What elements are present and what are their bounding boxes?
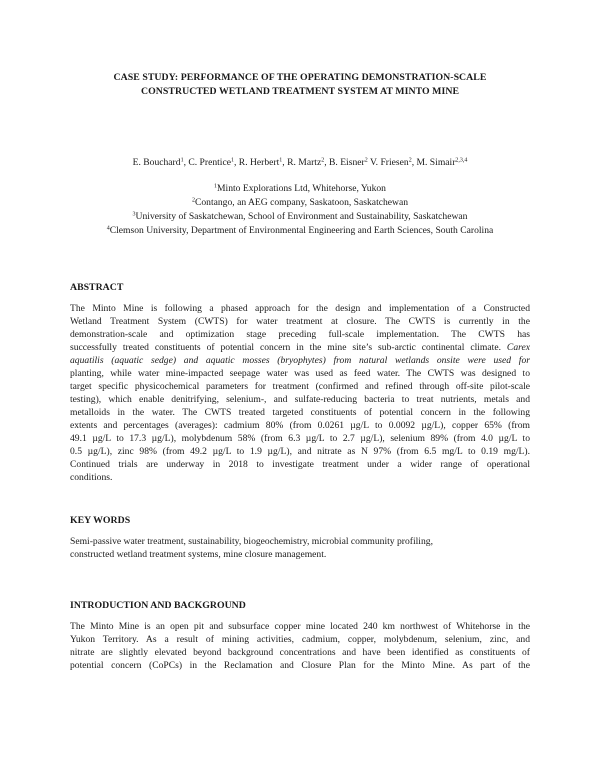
author: M. Simair$^{2,3,4}$ [416,157,468,168]
author: E. Bouchard$^1$, [132,157,189,168]
abstract-line: extents and percentages (averages): cadmium 80% (from 0.0261 µg/L to 0.0092 µg/L), copper 65% (from [70,420,530,431]
abstract-line: planting, while water mine-impacted seepage water was used as feed water. The CWTS was designed to [70,368,530,379]
abstract-line: The Minto Mine is following a phased approach for the design and implementation of a Constructed [70,303,530,314]
intro-line: Yukon Territory. As a result of mining activities, cadmium, copper, molybdenum, selenium, zinc, and [70,634,530,645]
intro-heading: INTRODUCTION AND BACKGROUND [70,600,246,611]
author: B. Eisner$^2$ [329,157,368,168]
keywords-body [70,535,530,561]
abstract-line: metalloids in the water. The CWTS treated targeted constituents of potential concern in the following [70,407,530,418]
abstract-line: target specific physicochemical parameters for treatment (confirmed and refined through off-site pilot-scale [70,381,530,392]
abstract-line: demonstration-scale and optimization stage preceding full-scale implementation. The CWTS has [70,329,530,340]
author: C. Prentice$^1$, [188,157,239,168]
abstract-line: Wetland Treatment System (CWTS) for water treatment at closure. The CWTS is currently in the [70,316,530,327]
author-list [40,156,560,169]
italic-species: aquatilis (aquatic sedge) and aquatic mosses (bryophytes) from natural wetlands onsite were used for [70,355,530,366]
author: V. Friesen$^2$, [369,157,417,168]
paper-title [60,71,540,99]
affiliation-list [40,182,560,238]
title-line-1: CASE STUDY: PERFORMANCE OF THE OPERATING DEMONSTRATION-SCALE [113,72,487,83]
affiliation: $^1$Minto Explorations Ltd, Whitehorse, Yukon [214,183,386,194]
keywords-heading: KEY WORDS [70,515,131,526]
author: R. Herbert$^1$, [238,157,288,168]
affiliation: $^4$Clemson University, Department of Environmental Engineering and Earth Sciences, South Carolina [106,225,494,236]
abstract-body [70,302,530,484]
abstract-line: 0.5 µg/L), zinc 98% (from 49.2 µg/L to 1.9 µg/L), and nitrate as N 97% (from 6.5 mg/L to 0.19 mg/L). [70,446,530,457]
intro-body [70,620,530,672]
intro-line: The Minto Mine is an open pit and subsurface copper mine located 240 km northwest of Whitehorse in the [70,621,530,632]
abstract-line: Continued trials are underway in 2018 to investigate treatment under a wider range of operational [70,459,530,470]
intro-line: potential concern (CoPCs) in the Reclamation and Closure Plan for the Minto Mine. As part of the [70,660,530,671]
keywords-line: constructed wetland treatment systems, mine closure management. [70,549,327,560]
abstract-line [70,354,530,367]
abstract-heading: ABSTRACT [70,282,124,293]
author: R. Martz$^2$, [287,157,329,168]
keywords-line: Semi-passive water treatment, sustainability, biogeochemistry, microbial community profiling, [70,536,433,547]
title-line-2: CONSTRUCTED WETLAND TREATMENT SYSTEM AT MINTO MINE [140,86,460,97]
abstract-line: 49.1 µg/L to 17.3 µg/L), molybdenum 58% (from 6.3 µg/L to 2.7 µg/L), selenium 89% (from 4.0 µg/L to [70,433,530,444]
italic-genus: Carex [506,342,531,353]
intro-line: nitrate are slightly elevated beyond background concentrations and have been identified as constituents of [70,647,530,658]
abstract-line: testing), which enable denitrifying, selenium-, and sulfate-reducing bacteria to treat nutrients, metals and [70,394,530,405]
affiliation: $^3$University of Saskatchewan, School of Environment and Sustainability, Saskatchewan [132,211,468,222]
abstract-line: conditions. [70,472,113,483]
affiliation: $^2$Contango, an AEG company, Saskatoon, Saskatchewan [191,197,409,208]
abstract-line: successfully treated constituents of potential concern in the mine site’s sub-arctic continental climate. Carex [70,342,531,353]
